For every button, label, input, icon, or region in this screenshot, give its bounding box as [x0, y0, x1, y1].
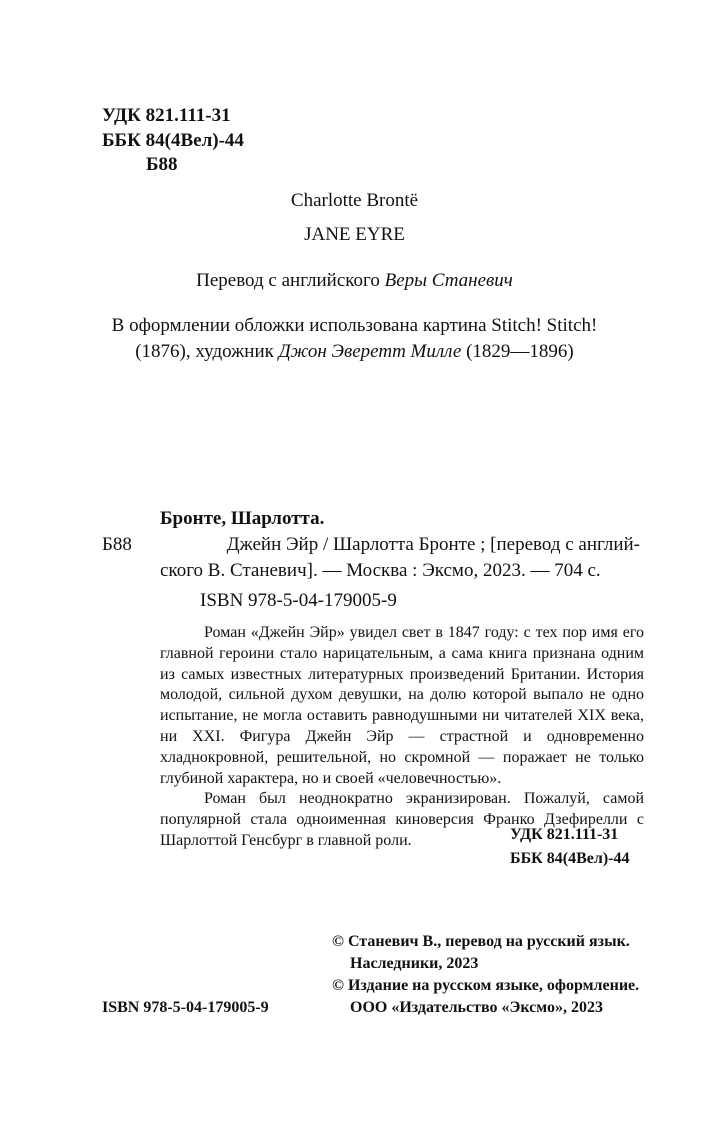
bbk-code: ББК 84(4Вел)-44: [102, 130, 244, 151]
copyright-line-1: © Станевич В., перевод на русский язык.: [332, 933, 630, 950]
bib-line-2: ского В. Станевич]. — Москва : Эксмо, 2023. — 704 с.: [160, 560, 601, 581]
author-mark: Б88: [146, 154, 178, 175]
cover-credit-suffix: (1829—1896): [466, 341, 574, 362]
cover-credit-line-1: В оформлении обложки использована картина Stitch! Stitch!: [111, 315, 598, 336]
copyright-line-3: © Издание на русском языке, оформление.: [332, 977, 640, 994]
udk-code: УДК 821.111-31: [102, 105, 231, 126]
original-author: Charlotte Brontë: [290, 190, 419, 211]
cover-credit-prefix: (1876), художник: [135, 341, 274, 362]
copyright-line-2: Наследники, 2023: [350, 955, 479, 972]
original-title: JANE EYRE: [304, 224, 405, 245]
bib-line-1: Джейн Эйр / Шарлотта Бронте ; [перевод с англий-: [226, 534, 640, 555]
annotation-paragraph-1: Роман «Джейн Эйр» увидел свет в 1847 году: с тех пор имя его главной героини стало нарицательным, а сама книга признана одним из самых известных литературных произведений Британии. История молодой, сильной духом девушки, на долю которой выпало не одно испытание, не могла оставить равнодушными ни читателей XIX века, ни XXI. Фигура Джейн Эйр — страстной и одновременно хладнокровной, решительной, но скромной — поражает не только глубиной характера, но и своей «человечностью».: [160, 624, 644, 787]
translation-prefix: Перевод с английского: [196, 270, 380, 291]
cover-credit-line-2: [0, 339, 709, 365]
translation-credit: [0, 268, 709, 294]
bib-heading: Бронте, Шарлотта.: [160, 508, 325, 529]
annotation-paragraph-2: Роман был неоднократно экранизирован. Пожалуй, самой популярной стала одноименная киноверсия Франко Дзефирелли с Шарлоттой Генсбург в главной роли.: [160, 790, 644, 849]
bib-isbn: ISBN 978-5-04-179005-9: [200, 590, 397, 611]
copyright-line-4: ООО «Издательство «Эксмо», 2023: [350, 999, 603, 1016]
footer-isbn: ISBN 978-5-04-179005-9: [102, 999, 269, 1016]
bottom-bbk-code: ББК 84(4Вел)-44: [510, 850, 630, 867]
translator-name: Веры Станевич: [384, 270, 513, 291]
cover-artist: Джон Эверетт Милле: [278, 341, 462, 362]
annotation: [160, 623, 644, 852]
bottom-udk-code: УДК 821.111-31: [510, 826, 619, 843]
bib-author-mark: Б88: [102, 534, 132, 555]
